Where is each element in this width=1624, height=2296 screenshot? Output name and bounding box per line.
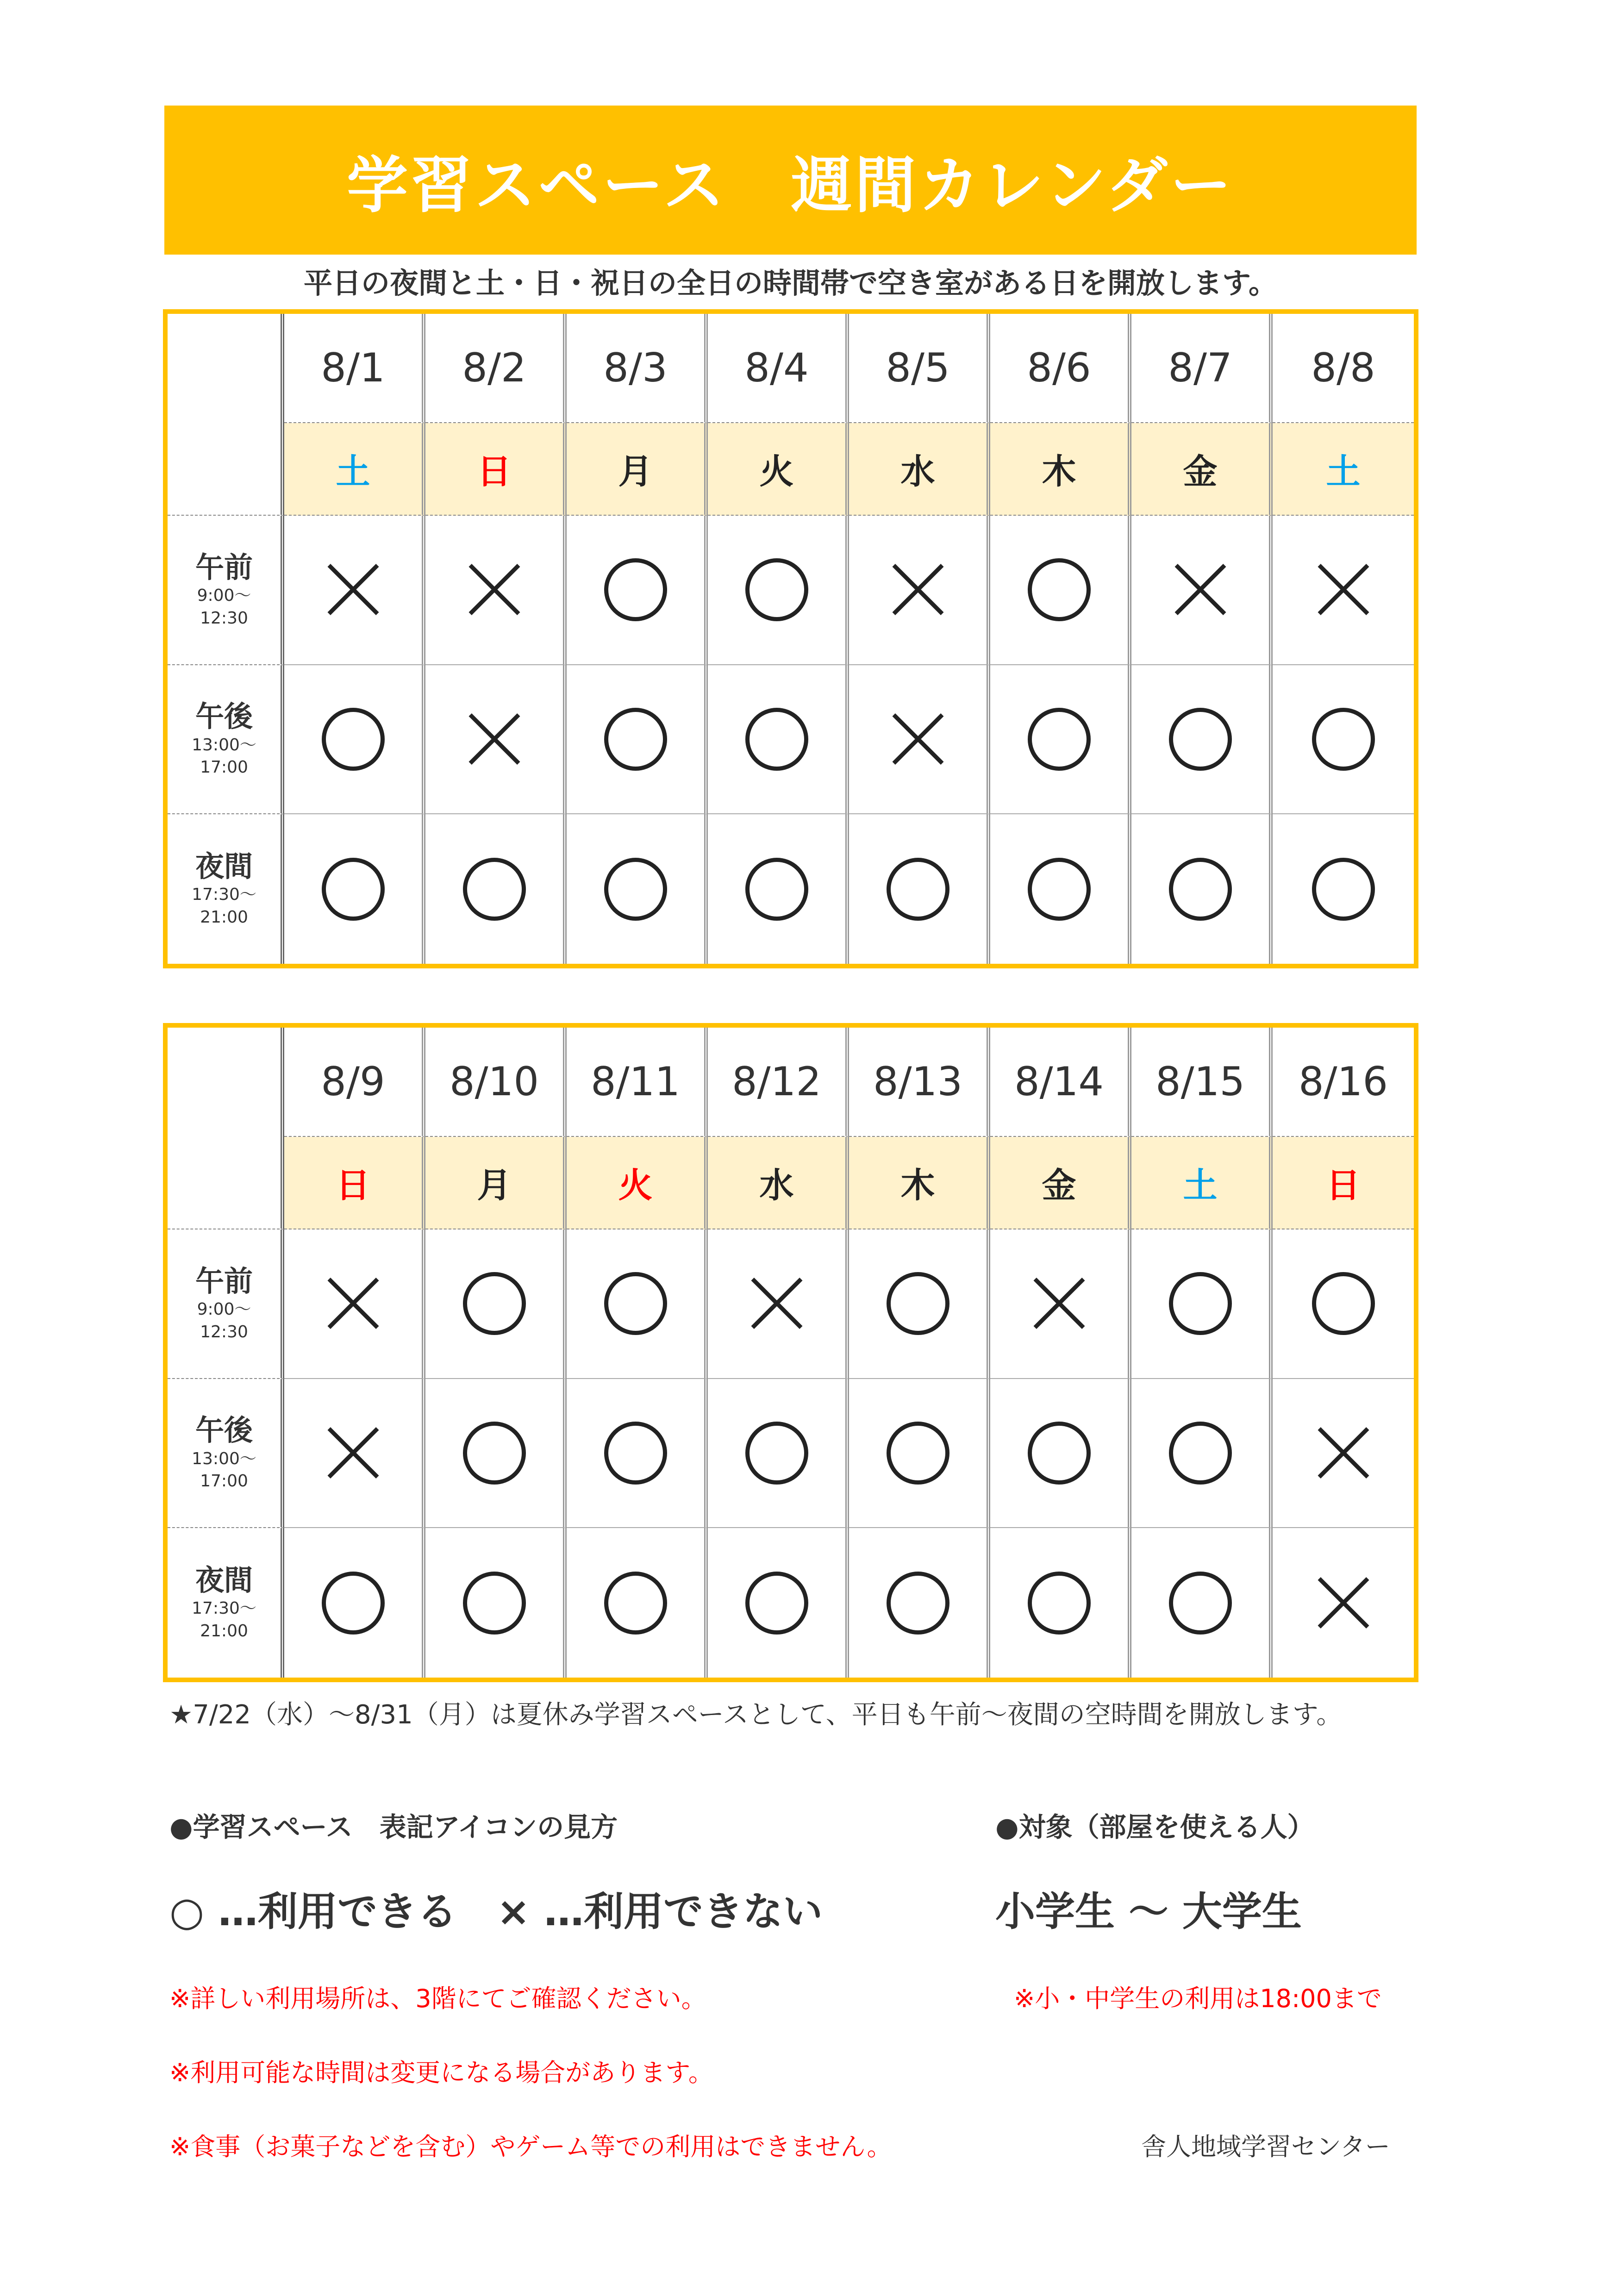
note-location: ※詳しい利用場所は、3階にてご確認ください。: [169, 1984, 706, 2013]
unavailable-cross-icon: [325, 1425, 381, 1481]
page-subtitle: 平日の夜間と土・日・祝日の全日の時間帯で空き室がある日を開放します。: [303, 266, 1278, 300]
date-label: 8/4: [744, 345, 809, 391]
availability-cell: [1131, 814, 1273, 964]
unavailable-cross-icon: [749, 1276, 805, 1331]
available-circle-icon: [1312, 1272, 1375, 1335]
available-circle-icon: [604, 558, 667, 621]
date-header: [284, 1028, 425, 1137]
date-label: 8/12: [731, 1059, 822, 1105]
period-label-cell: [168, 1379, 284, 1529]
availability-cell: [1131, 516, 1273, 665]
availability-cell: [849, 665, 990, 815]
available-circle-icon: [745, 708, 808, 771]
summer-note: ★7/22（水）〜8/31（月）は夏休み学習スペースとして、平日も午前〜夜間の空時間を開放します。: [169, 1700, 1343, 1730]
unavailable-cross-icon: [1316, 1425, 1371, 1481]
available-circle-icon: [745, 1422, 808, 1485]
date-header: [708, 1028, 849, 1137]
availability-cell: [708, 814, 849, 964]
available-circle-icon: [1028, 708, 1091, 771]
availability-cell: [1273, 814, 1414, 964]
day-header: [708, 423, 849, 516]
date-header: [990, 1028, 1131, 1137]
date-header: [849, 1028, 990, 1137]
unavailable-cross-icon: [890, 562, 946, 618]
date-label: 8/1: [321, 345, 385, 391]
date-label: 8/10: [449, 1059, 539, 1105]
available-circle-icon: [1028, 1422, 1091, 1485]
calendar-week-1: [163, 309, 1418, 968]
day-header: [1131, 1137, 1273, 1229]
calendar-grid: [168, 1028, 1414, 1678]
period-time-start: 9:00〜: [197, 586, 251, 605]
date-label: 8/8: [1311, 345, 1375, 391]
weekday-label: 木: [1042, 452, 1076, 492]
available-circle-icon: [1169, 1272, 1232, 1335]
weekday-label: 日: [477, 452, 512, 492]
period-time-end: 12:30: [200, 1322, 248, 1341]
availability-cell: [284, 665, 425, 815]
date-label: 8/5: [886, 345, 950, 391]
availability-cell: [849, 814, 990, 964]
available-circle-icon: [604, 1272, 667, 1335]
date-header: [1273, 314, 1414, 423]
period-time-end: 12:30: [200, 608, 248, 628]
availability-cell: [284, 1528, 425, 1678]
available-circle-icon: [604, 1422, 667, 1485]
unavailable-cross-icon: [1173, 562, 1228, 618]
calendar-week-2: [163, 1023, 1418, 1682]
date-header: [425, 314, 567, 423]
available-circle-icon: [745, 1572, 808, 1635]
availability-cell: [849, 1528, 990, 1678]
available-circle-icon: [1169, 1572, 1232, 1635]
date-label: 8/13: [873, 1059, 963, 1105]
availability-cell: [708, 665, 849, 815]
corner-cell: [168, 1028, 284, 1229]
date-label: 8/3: [603, 345, 668, 391]
availability-cell: [1273, 1229, 1414, 1379]
availability-cell: [708, 1379, 849, 1529]
day-header: [1273, 423, 1414, 516]
availability-cell: [567, 1229, 708, 1379]
period-time-end: 21:00: [200, 1621, 248, 1641]
weekday-label: 水: [900, 452, 935, 492]
available-circle-icon: [1169, 708, 1232, 771]
period-time-end: 17:00: [200, 758, 248, 777]
date-header: [1131, 314, 1273, 423]
date-label: 8/2: [462, 345, 526, 391]
date-label: 8/14: [1014, 1059, 1104, 1105]
date-label: 8/16: [1298, 1059, 1388, 1105]
weekday-label: 金: [1183, 452, 1218, 492]
availability-cell: [1131, 1528, 1273, 1678]
weekday-label: 土: [1183, 1166, 1218, 1205]
period-time-start: 9:00〜: [197, 1299, 251, 1319]
calendar-grid: [168, 314, 1414, 964]
date-header: [1131, 1028, 1273, 1137]
date-header: [567, 1028, 708, 1137]
page-title: 学習スペース 週間カレンダー: [347, 150, 1234, 221]
period-name: 午後: [195, 699, 253, 734]
day-header: [425, 1137, 567, 1229]
day-header: [849, 1137, 990, 1229]
availability-cell: [708, 516, 849, 665]
period-time-start: 13:00〜: [192, 1449, 256, 1468]
weekday-label: 火: [759, 452, 794, 492]
available-circle-icon: [1028, 558, 1091, 621]
availability-cell: [425, 1379, 567, 1529]
available-circle-icon: [1028, 858, 1091, 921]
day-header: [284, 423, 425, 516]
target-heading: ●対象（部屋を使える人）: [995, 1811, 1314, 1843]
organization-name: 舎人地域学習センター: [1141, 2132, 1390, 2161]
period-time-start: 17:30〜: [192, 1599, 256, 1618]
date-header: [1273, 1028, 1414, 1137]
availability-cell: [284, 1229, 425, 1379]
period-label-cell: [168, 665, 284, 815]
availability-cell: [567, 665, 708, 815]
period-time-end: 17:00: [200, 1472, 248, 1491]
date-label: 8/7: [1168, 345, 1232, 391]
availability-cell: [567, 1528, 708, 1678]
period-name: 夜間: [195, 1563, 253, 1597]
available-circle-icon: [604, 708, 667, 771]
availability-cell: [284, 1379, 425, 1529]
period-label-cell: [168, 516, 284, 665]
period-label-cell: [168, 814, 284, 964]
availability-cell: [567, 516, 708, 665]
available-circle-icon: [1169, 858, 1232, 921]
date-header: [567, 314, 708, 423]
corner-cell: [168, 314, 284, 516]
availability-cell: [849, 1229, 990, 1379]
availability-cell: [990, 665, 1131, 815]
unavailable-cross-icon: [325, 562, 381, 618]
available-circle-icon: [887, 858, 949, 921]
availability-cell: [425, 1528, 567, 1678]
legend-heading: ●学習スペース 表記アイコンの見方: [169, 1811, 618, 1843]
availability-cell: [708, 1528, 849, 1678]
available-circle-icon: [604, 858, 667, 921]
available-circle-icon: [1028, 1572, 1091, 1635]
available-circle-icon: [745, 858, 808, 921]
availability-cell: [425, 1229, 567, 1379]
available-circle-icon: [1169, 1422, 1232, 1485]
available-circle-icon: [887, 1422, 949, 1485]
available-circle-icon: [1312, 708, 1375, 771]
day-header: [567, 1137, 708, 1229]
date-label: 8/9: [321, 1059, 385, 1105]
weekday-label: 土: [336, 452, 370, 492]
availability-cell: [849, 516, 990, 665]
date-label: 8/15: [1155, 1059, 1245, 1105]
legend-text: ○ …利用できる × …利用できない: [169, 1889, 823, 1935]
day-header: [284, 1137, 425, 1229]
availability-cell: [708, 1229, 849, 1379]
unavailable-cross-icon: [1031, 1276, 1087, 1331]
period-time-end: 21:00: [200, 907, 248, 927]
date-label: 8/11: [590, 1059, 681, 1105]
period-name: 夜間: [195, 849, 253, 883]
availability-cell: [1131, 665, 1273, 815]
weekday-label: 木: [900, 1166, 935, 1205]
availability-cell: [567, 1379, 708, 1529]
date-label: 8/6: [1027, 345, 1091, 391]
period-name: 午後: [195, 1413, 253, 1447]
availability-cell: [990, 516, 1131, 665]
unavailable-cross-icon: [467, 562, 522, 618]
date-header: [284, 314, 425, 423]
day-header: [1131, 423, 1273, 516]
available-circle-icon: [887, 1272, 949, 1335]
availability-cell: [425, 814, 567, 964]
availability-cell: [284, 814, 425, 964]
availability-cell: [1273, 516, 1414, 665]
available-circle-icon: [463, 858, 526, 921]
availability-cell: [990, 1528, 1131, 1678]
available-circle-icon: [463, 1422, 526, 1485]
availability-cell: [1273, 665, 1414, 815]
period-time-start: 17:30〜: [192, 885, 256, 905]
target-age-note: ※小・中学生の利用は18:00まで: [1014, 1984, 1382, 2013]
weekday-label: 日: [1326, 1166, 1361, 1205]
available-circle-icon: [463, 1272, 526, 1335]
availability-cell: [425, 665, 567, 815]
available-circle-icon: [745, 558, 808, 621]
availability-cell: [567, 814, 708, 964]
weekday-label: 月: [618, 452, 653, 492]
period-time-start: 13:00〜: [192, 735, 256, 755]
availability-cell: [849, 1379, 990, 1529]
day-header: [1273, 1137, 1414, 1229]
date-header: [849, 314, 990, 423]
available-circle-icon: [322, 1572, 385, 1635]
title-banner: [164, 106, 1417, 255]
availability-cell: [990, 814, 1131, 964]
day-header: [708, 1137, 849, 1229]
unavailable-cross-icon: [467, 711, 522, 767]
weekday-label: 金: [1042, 1166, 1076, 1205]
period-label-cell: [168, 1528, 284, 1678]
unavailable-cross-icon: [890, 711, 946, 767]
day-header: [990, 1137, 1131, 1229]
unavailable-cross-icon: [1316, 562, 1371, 618]
weekday-label: 火: [618, 1166, 653, 1205]
available-circle-icon: [463, 1572, 526, 1635]
availability-cell: [1273, 1528, 1414, 1678]
note-no-food: ※食事（お菓子などを含む）やゲーム等での利用はできません。: [169, 2132, 892, 2161]
availability-cell: [990, 1379, 1131, 1529]
day-header: [425, 423, 567, 516]
available-circle-icon: [322, 708, 385, 771]
availability-cell: [284, 516, 425, 665]
day-header: [990, 423, 1131, 516]
weekday-label: 土: [1326, 452, 1361, 492]
available-circle-icon: [1312, 858, 1375, 921]
availability-cell: [425, 516, 567, 665]
note-time-change: ※利用可能な時間は変更になる場合があります。: [169, 2058, 713, 2087]
period-name: 午前: [195, 1264, 253, 1298]
availability-cell: [1131, 1229, 1273, 1379]
date-header: [990, 314, 1131, 423]
available-circle-icon: [322, 858, 385, 921]
period-label-cell: [168, 1229, 284, 1379]
weekday-label: 日: [336, 1166, 370, 1205]
available-circle-icon: [887, 1572, 949, 1635]
availability-cell: [990, 1229, 1131, 1379]
weekday-label: 水: [759, 1166, 794, 1205]
available-circle-icon: [604, 1572, 667, 1635]
availability-cell: [1131, 1379, 1273, 1529]
day-header: [567, 423, 708, 516]
unavailable-cross-icon: [1316, 1575, 1371, 1631]
unavailable-cross-icon: [325, 1276, 381, 1331]
date-header: [708, 314, 849, 423]
date-header: [425, 1028, 567, 1137]
period-name: 午前: [195, 550, 253, 584]
availability-cell: [1273, 1379, 1414, 1529]
weekday-label: 月: [477, 1166, 512, 1205]
day-header: [849, 423, 990, 516]
target-text: 小学生 〜 大学生: [995, 1889, 1302, 1935]
